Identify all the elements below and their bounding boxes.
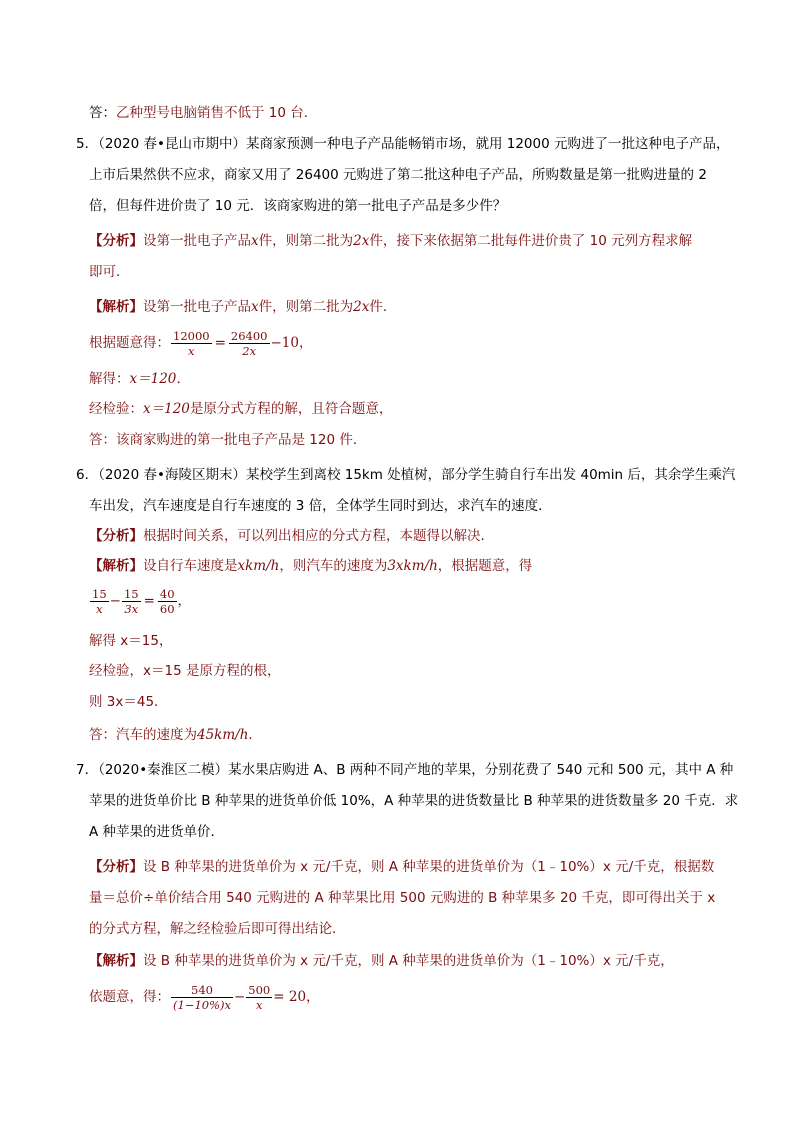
denominator: x <box>96 601 103 616</box>
fraction <box>171 329 212 358</box>
problem-5-analysis-line-2: 即可． <box>89 264 130 280</box>
answer-text: ． <box>248 727 262 743</box>
solution-text: 件． <box>369 299 397 315</box>
equation-tail: = 20， <box>273 989 320 1005</box>
problem-7-line-1 <box>76 761 733 779</box>
problem-7-solution <box>89 952 674 970</box>
analysis-tag: 【分析】 <box>89 528 143 544</box>
problem-5-solution <box>89 298 396 316</box>
speed-car: 3xkm/h <box>387 558 438 574</box>
analysis-text: 件，接下来依据第二批每件进价贵了 10 元列方程求解 <box>369 233 693 249</box>
check-text: 是原分式方程的解，且符合题意， <box>189 401 393 417</box>
problem-6-solution <box>89 557 532 575</box>
problem-5-line-2: 上市后果然供不应求，商家又用了 26400 元购进了第二批这种电子产品，所购数量是第一批购进量的 2 <box>89 167 707 183</box>
analysis-tag: 【分析】 <box>89 233 143 249</box>
fraction <box>246 983 272 1012</box>
equation-label: 根据题意得： <box>89 335 170 351</box>
solution-text: 设 B 种苹果的进货单价为 x 元/千克，则 A 种苹果的进货单价为（1﹣10%）x 元/千克， <box>143 953 674 969</box>
denominator: 3x <box>124 601 139 616</box>
denominator: (1−10%)x <box>173 997 231 1012</box>
math-2x: 2x <box>353 299 370 315</box>
problem-6-solve: 解得 x＝15， <box>89 633 173 649</box>
solution-text: 设第一批电子产品 <box>143 299 251 315</box>
problem-7-number: 7． <box>76 762 99 778</box>
analysis-text: 件，则第二批为 <box>258 233 354 249</box>
denominator: 2x <box>242 343 257 358</box>
numerator: 40 <box>159 586 175 601</box>
answer-text: 答：汽车的速度为 <box>89 727 197 743</box>
problem-5-number: 5． <box>76 136 99 152</box>
problem-7-analysis <box>89 858 714 876</box>
problem-7-line-2: 苹果的进货单价比 B 种苹果的进货单价低 10%，A 种苹果的进货数量比 B 种苹果的进货数量多 20 千克．求 <box>89 793 739 809</box>
equation-tail: −10， <box>270 335 313 351</box>
math-x: x <box>251 233 259 249</box>
problem-5-equation <box>89 327 313 359</box>
answer-label: 答： <box>89 105 116 121</box>
problem-6-then: 则 3x＝45． <box>89 694 168 710</box>
equals-sign: = <box>143 593 155 609</box>
problem-7-text: （2020•秦淮区二模）某水果店购进 A、B 两种不同产地的苹果，分别花费了 540 元和 500 元，其中 A 种 <box>98 762 734 778</box>
problem-5-analysis <box>89 232 692 250</box>
fraction <box>90 587 109 616</box>
problem-7-line-3: A 种苹果的进货单价． <box>89 824 225 840</box>
fraction <box>122 587 141 616</box>
problem-5-solve <box>89 370 190 388</box>
solution-tag: 【解析】 <box>89 299 143 315</box>
denominator: 60 <box>159 601 175 616</box>
solution-tag: 【解析】 <box>89 558 143 574</box>
top-answer-line <box>89 104 317 122</box>
problem-6-answer <box>89 726 262 744</box>
math-2x: 2x <box>353 233 370 249</box>
fraction <box>229 329 270 358</box>
problem-5-line-1 <box>76 135 729 153</box>
problem-7-equation <box>89 981 320 1013</box>
fraction <box>158 587 177 616</box>
analysis-text: 设第一批电子产品 <box>143 233 251 249</box>
denominator: x <box>256 997 263 1012</box>
equals-sign: = <box>214 335 226 351</box>
numerator: 12000 <box>173 328 210 343</box>
problem-6-check: 经检验，x＝15 是原方程的根， <box>89 663 281 679</box>
solution-text: 件，则第二批为 <box>258 299 354 315</box>
solution-text: 设自行车速度是 <box>143 558 238 574</box>
numerator: 540 <box>171 983 233 998</box>
denominator: x <box>188 343 195 358</box>
problem-5-text: （2020 春•昆山市期中）某商家预测一种电子产品能畅销市场，就用 12000 元购进了一批这种电子产品， <box>98 136 730 152</box>
problem-5-answer: 答：该商家购进的第一批电子产品是 120 件． <box>89 432 367 448</box>
analysis-text: 设 B 种苹果的进货单价为 x 元/千克，则 A 种苹果的进货单价为（1﹣10%）x 元/千克，根据数 <box>143 859 715 875</box>
equation-tail: ， <box>177 593 192 609</box>
numerator: 500 <box>248 982 271 997</box>
problem-6-line-2: 车出发，汽车速度是自行车速度的 3 倍，全体学生同时到达，求汽车的速度． <box>89 498 552 514</box>
check-label: 经检验： <box>89 401 143 417</box>
problem-7-analysis-line-3: 的分式方程，解之经检验后即可得出结论． <box>89 921 346 937</box>
numerator: 15 <box>123 586 139 601</box>
fraction <box>171 983 233 1012</box>
answer-text: 乙种型号电脑销售不低于 10 台． <box>116 105 318 121</box>
minus-sign: − <box>233 989 246 1005</box>
numerator: 26400 <box>230 328 268 343</box>
equation-label: 依题意，得： <box>89 989 170 1005</box>
speed-bike: xkm/h <box>237 558 280 574</box>
problem-6-line-1 <box>76 466 735 484</box>
problem-6-text: （2020 春•海陵区期末）某校学生到离校 15km 处植树，部分学生骑自行车出发 40min 后，其余学生乘汽 <box>98 467 736 483</box>
analysis-tag: 【分析】 <box>89 859 143 875</box>
check-value: x＝120 <box>143 401 190 417</box>
math-x: x <box>251 299 259 315</box>
minus-sign: − <box>109 593 121 609</box>
solution-text: ，则汽车的速度为 <box>279 558 388 574</box>
solution-text: ，根据题意，得 <box>437 558 533 574</box>
numerator: 15 <box>92 586 107 601</box>
problem-5-check <box>89 400 392 418</box>
solve-value: x＝120． <box>129 371 190 387</box>
solution-tag: 【解析】 <box>89 953 143 969</box>
problem-6-equation <box>89 585 191 617</box>
problem-6-number: 6． <box>76 467 99 483</box>
problem-6-analysis <box>89 527 494 545</box>
answer-speed: 45km/h <box>197 727 249 743</box>
solve-label: 解得： <box>89 371 130 387</box>
problem-5-line-3: 倍，但每件进价贵了 10 元．该商家购进的第一批电子产品是多少件？ <box>89 198 507 214</box>
analysis-text: 根据时间关系，可以列出相应的分式方程，本题得以解决． <box>143 528 494 544</box>
problem-7-analysis-line-2: 量＝总价÷单价结合用 540 元购进的 A 种苹果比用 500 元购进的 B 种苹果多 20 千克，即可得出关于 x <box>89 890 716 906</box>
